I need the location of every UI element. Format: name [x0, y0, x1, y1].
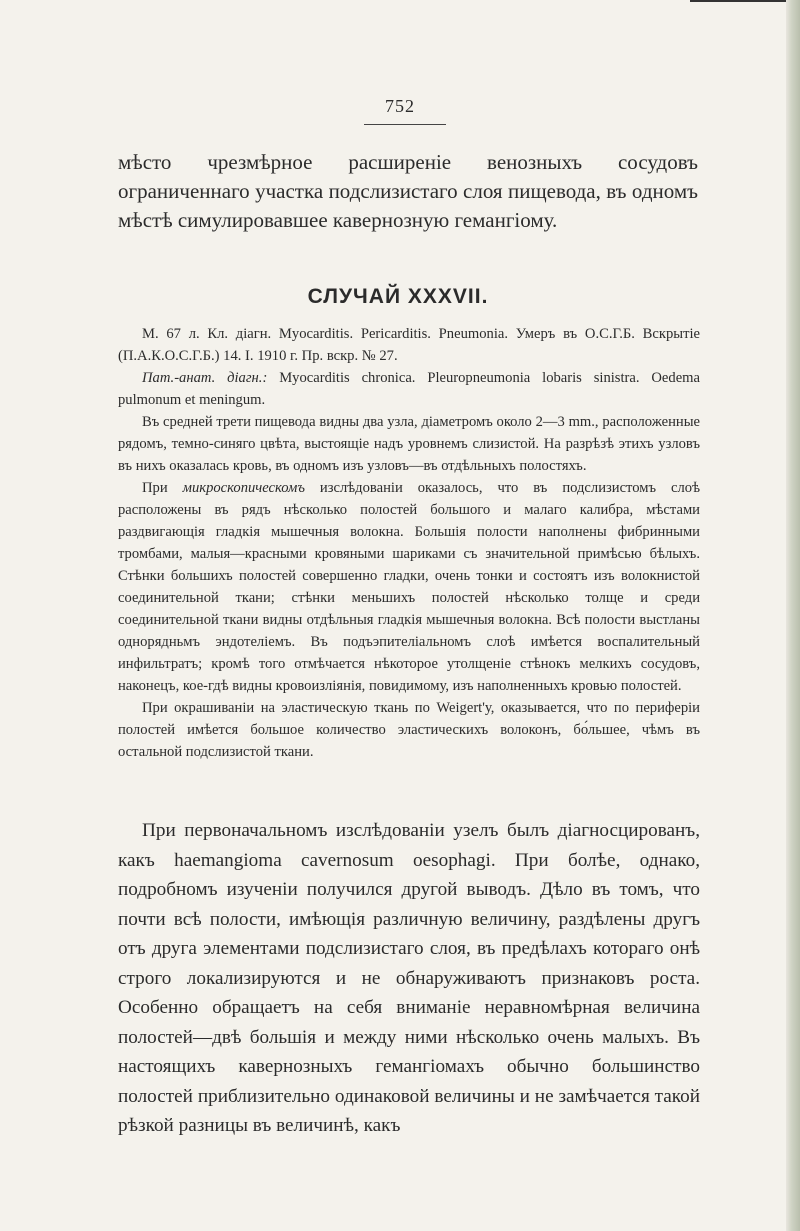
- discussion-paragraph: При первоначальномъ изслѣдованіи узелъ былъ діагносцированъ, какъ haemangioma cavernosum oesophagi. При болѣе, однако, подробномъ изученіи получился другой выводъ. Дѣло въ томъ, что почти всѣ полости, имѣющія различную величину, раздѣлены другъ отъ друга элементами подслизистаго слоя, въ предѣлахъ котораго онѣ строго локализируются и не обнаруживаютъ признаковъ роста. Особенно обращаетъ на себя вниманіе неравномѣрная величина полостей—двѣ большія и между ними нѣсколько очень малыхъ. Въ настоящихъ кавернозныхъ гемангіомахъ обычно большинство полостей приблизительно одинаковой величины и не замѣчается такой рѣзкой разницы въ величинѣ, какъ: [118, 820, 700, 1136]
- page-edge-shadow: [786, 0, 800, 1231]
- top-edge-rule: [690, 0, 786, 2]
- page-number-underline: [364, 124, 446, 125]
- case-header-line: М. 67 л. Кл. діагн. Myocarditis. Pericarditis. Pneumonia. Умеръ въ О.С.Г.Б. Вскрытіе (П.А.К.О.С.Г.Б.) 14. I. 1910 г. Пр. вскр. № 27.: [118, 326, 700, 364]
- case-title: СЛУЧАЙ XXXVII.: [307, 285, 489, 308]
- pathology-label: Пат.-анат. діагн.:: [142, 370, 268, 386]
- pathology-text: Myocarditis chronica. Pleuropneumonia lobaris sinistra. Oedema pulmonum et meningum.: [118, 370, 701, 408]
- elastic-stain-paragraph: При окрашиваніи на эластическую ткань по Weigert'у, оказывается, что по периферіи полостей имѣется большое количество эластическихъ волоконъ, бо́льшее, чѣмъ въ остальной подслизистой ткани.: [118, 700, 700, 760]
- page-number: 752: [385, 96, 415, 116]
- microscopic-findings-paragraph: При микроскопическомъ изслѣдованіи оказалось, что въ подслизистомъ слоѣ расположены въ рядъ нѣсколько полостей большого и малаго калибра, мѣстами раздвигающія гладкія мышечныя волокна. Большія полости наполнены фибринными тромбами, малыя—красными кровяными шариками съ значительной примѣсью бѣлыхъ. Стѣнки большихъ полостей совершенно гладки, очень тонки и состоятъ изъ волокнистой соединительной ткани; стѣнки меньшихъ полостей нѣсколько толще и среди соединительной ткани видны отдѣльныя гладкія мышечныя волокна. Всѣ полости выстланы однорядньмъ эндотеліемъ. Въ подъэпителіальномъ слоѣ имѣется воспалительный инфильтратъ; кромѣ того отмѣчается нѣкоторое утолщеніе стѣнокъ мелкихъ сосудовъ, наконецъ, кое-гдѣ видны кровоизліянія, повидимому, изъ наполненныхъ кровью полостей.: [118, 480, 701, 694]
- discussion-block: [118, 816, 700, 1141]
- pathology-diagnosis: [118, 367, 700, 411]
- gross-findings-paragraph: Въ средней трети пищевода видны два узла, діаметромъ около 2—3 mm., расположенные рядомъ, темно-синяго цвѣта, выстоящіе надъ уровнемъ слизистой. На разрѣзѣ этихъ узловъ въ нихъ оказалась кровь, въ одномъ изъ узловъ—въ отдѣльныхъ полостяхъ.: [118, 414, 700, 474]
- microscopic-term: микроскопическомъ: [182, 480, 305, 496]
- lead-paragraph: мѣсто чрезмѣрное расширеніе венозныхъ сосудовъ ограниченнаго участка подслизистаго слоя пищевода, въ одномъ мѣстѣ симулировавшее кавернозную гемангіому.: [118, 150, 698, 232]
- case-small-print: [118, 323, 700, 763]
